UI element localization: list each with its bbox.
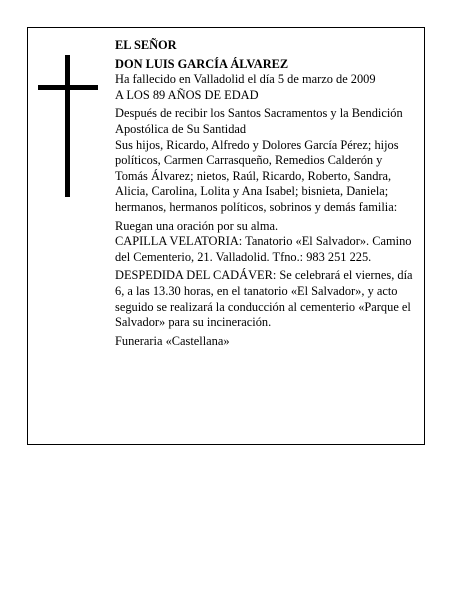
farewell-paragraph: DESPEDIDA DEL CADÁVER: Se celebrará el viernes, día 6, a las 13.30 horas, en el tanatorio «El Salvador», y acto seguido se realizará la conducción al cementerio «Parque el Salvador» para su incineración.: [115, 268, 413, 330]
funeral-home-line: Funeraria «Castellana»: [115, 333, 230, 348]
chapel-paragraph: CAPILLA VELATORIA: Tanatorio «El Salvador». Camino del Cementerio, 21. Valladolid. Tfno.: 983 251 225.: [115, 234, 412, 264]
cross-vertical-bar: [65, 55, 70, 197]
sacraments-paragraph: Después de recibir los Santos Sacramentos y la Bendición Apostólica de Su Santidad: [115, 106, 403, 136]
cross-horizontal-bar: [38, 85, 98, 90]
cross-icon: [38, 55, 98, 197]
prayer-line: Ruegan una oración por su alma.: [115, 218, 279, 233]
family-paragraph: Sus hijos, Ricardo, Alfredo y Dolores García Pérez; hijos políticos, Carmen Carrasqueño, Remedios Calderón y Tomás Álvarez; nietos, Raúl, Ricardo, Roberto, Sandra, Alicia, Carolina, Lolita y Ana Isabel; bisnieta, Daniela; hermanos, hermanos políticos, sobrinos y demás familia:: [115, 137, 399, 214]
death-line: Ha fallecido en Valladolid el día 5 de marzo de 2009: [115, 72, 376, 87]
obituary-text: [115, 38, 413, 349]
age-line: A LOS 89 AÑOS DE EDAD: [115, 87, 259, 102]
deceased-name: DON LUIS GARCÍA ÁLVAREZ: [115, 56, 289, 71]
title-line: EL SEÑOR: [115, 38, 177, 52]
